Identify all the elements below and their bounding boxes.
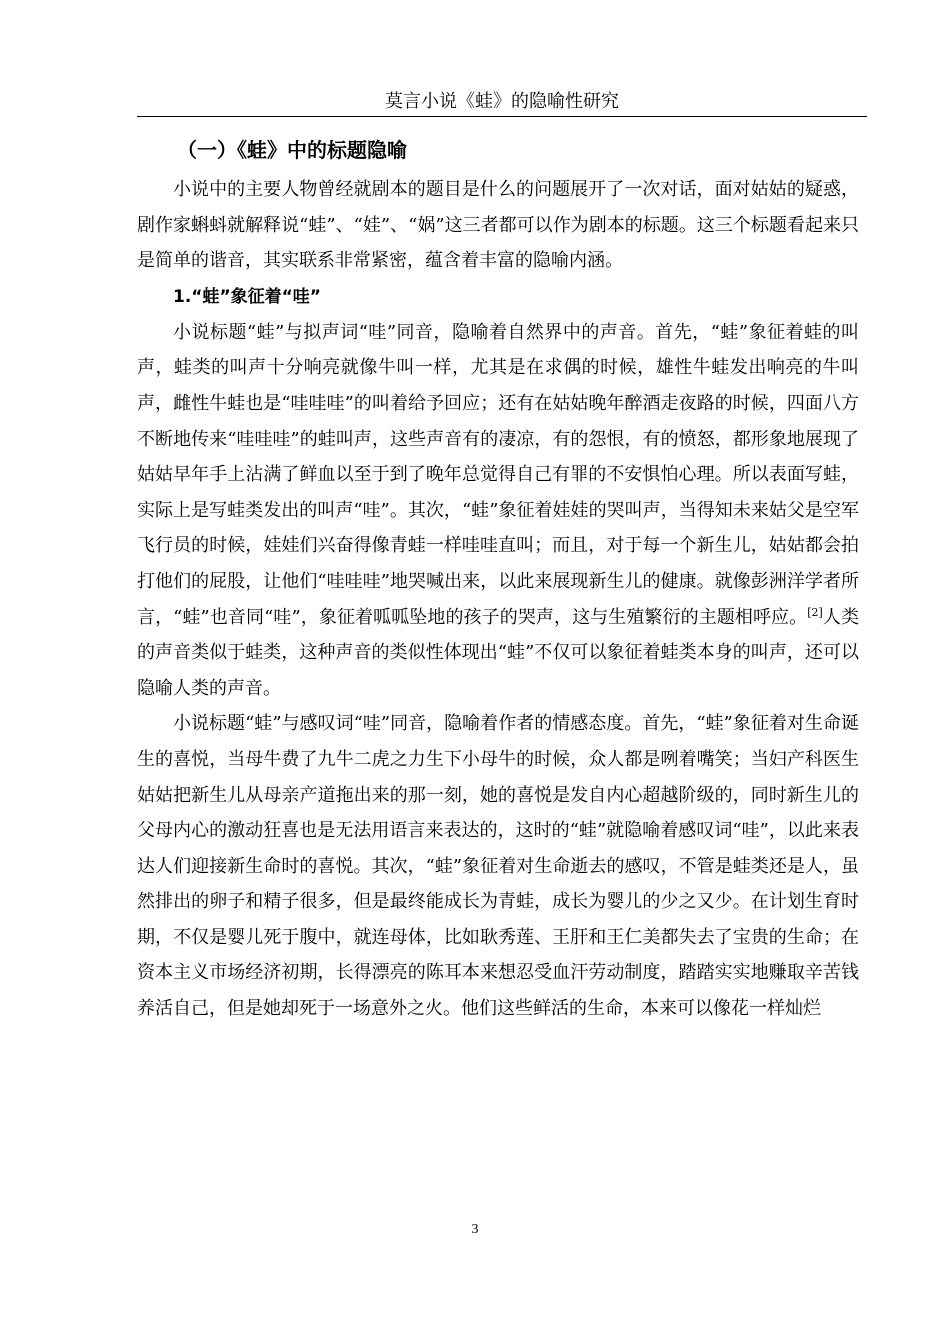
paragraph-1-text-continued: 人类的声音类似于蛙类，这种声音的类似性体现出“蛙”不仅可以象征着蛙类本身的叫声，还可以隐喻人类的声音。 [137,606,860,699]
footnote-reference: [2] [807,605,823,619]
subsection-heading: 1.“蛙”象征着“哇” [173,286,321,307]
paragraph-1-text: 小说标题“蛙”与拟声词“哇”同音，隐喻着自然界中的声音。首先，“蛙”象征着蛙的叫声，蛙类的叫声十分响亮就像牛叫一样，尤其是在求偶的时候，雄性牛蛙发出响亮的牛叫声，雌性牛蛙也是“哇哇哇”的叫着给予回应；还有在姑姑晚年醉酒走夜路的时候，四面八方不断地传来“哇哇哇”的蛙叫声，这些声音有的凄凉，有的怨恨，有的愤怒，都形象地展现了姑姑早年手上沾满了鲜血以至于到了晚年总觉得自己有罪的不安惧怕心理。所以表面写蛙，实际上是写蛙类发出的叫声“哇”。其次，“蛙”象征着娃娃的哭叫声，当得知未来姑父是空军飞行员的时候，娃娃们兴奋得像青蛙一样哇哇直叫；而且，对于每一个新生儿，姑姑都会拍打他们的屁股，让他们“哇哇哇”地哭喊出来，以此来展现新生儿的健康。就像彭洲洋学者所言，“蛙”也音同“哇”，象征着呱呱坠地的孩子的哭声，这与生殖繁衍的主题相呼应。 [137,321,859,628]
paragraph-2: 小说标题“蛙”与感叹词“哇”同音，隐喻着作者的情感态度。首先，“蛙”象征着对生命诞生的喜悦，当母牛费了九牛二虎之力生下小母牛的时候，众人都是咧着嘴笑；当妇产科医生姑姑把新生儿从母亲产道拖出来的那一刻，她的喜悦是发自内心超越阶级的，同时新生儿的父母内心的激动狂喜也是无法用语言来表达的，这时的“蛙”就隐喻着感叹词“哇”，以此来表达人们迎接新生命时的喜悦。其次，“蛙”象征着对生命逝去的感叹，不管是蛙类还是人，虽然排出的卵子和精子很多，但是最终能成长为青蛙，成长为婴儿的少之又少。在计划生育时期，不仅是婴儿死于腹中，就连母体，比如耿秀莲、王肝和王仁美都失去了宝贵的生命；在资本主义市场经济初期，长得漂亮的陈耳本来想忍受血汗劳动制度，踏踏实实地赚取辛苦钱养活自己，但是她却死于一场意外之火。他们这些鲜活的生命，本来可以像花一样灿烂 [137,713,859,1020]
page-body [137,128,859,1027]
page-number: 3 [471,1222,479,1237]
running-header: 莫言小说《蛙》的隐喻性研究 [385,91,619,112]
intro-paragraph: 小说中的主要人物曾经就剧本的题目是什么的问题展开了一次对话，面对姑姑的疑惑，剧作家蝌蚪就解释说“蛙”、“娃”、“娲”这三者都可以作为剧本的标题。这三个标题看起来只是简单的谐音，其实联系非常紧密，蕴含着丰富的隐喻内涵。 [137,179,859,272]
paragraph-1 [137,315,859,707]
header-rule [137,116,867,117]
section-heading: （一）《蛙》中的标题隐喻 [177,138,407,162]
